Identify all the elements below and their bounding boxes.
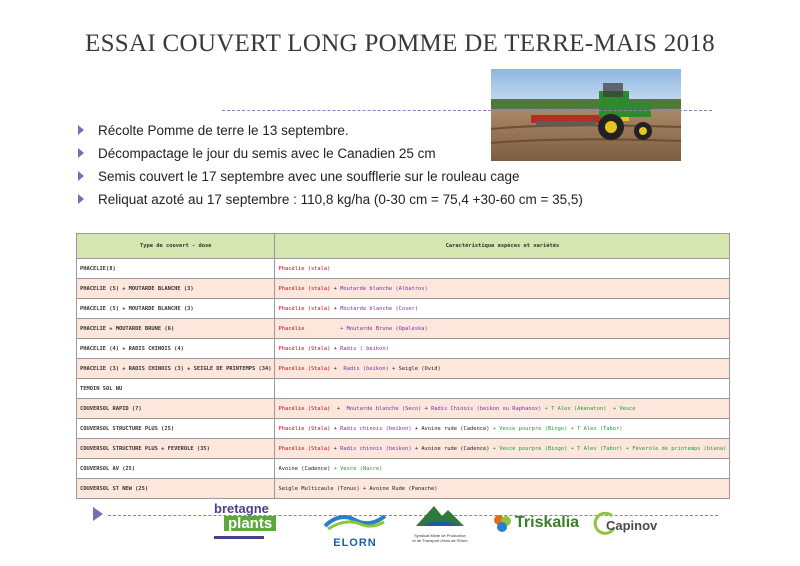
species-part: + Vesce pourpre (Bingo) (489, 445, 568, 452)
cell-cover-type: PHACELIE + MOUTARDE BRUNE (6) (77, 319, 275, 339)
cell-cover-type: PHACELIE (4) + RADIS CHINOIS (4) (77, 339, 275, 359)
table-row (77, 479, 730, 499)
species-part: + (330, 305, 341, 312)
cell-cover-type: TEMOIN SOL NU (77, 379, 275, 399)
species-part: Moutarde blanche (Seco) (346, 405, 422, 412)
species-part: Radis chinois (beikon) (340, 445, 412, 452)
cell-species (275, 319, 730, 339)
species-part: + Seigle (Ovid) (388, 365, 441, 372)
species-part: + (330, 425, 341, 432)
species-part: Phacélie (stala) (278, 305, 331, 312)
table-row (77, 399, 730, 419)
species-part: + Vesce (606, 405, 636, 412)
cell-species (275, 339, 730, 359)
species-part: Phacélie (Stala) (278, 345, 331, 352)
bullet-arrow-icon (78, 125, 84, 135)
cell-cover-type: COUVERSOL STRUCTURE PLUS + FEVEROLE (35) (77, 439, 275, 459)
cell-cover-type: COUVERSOL AV (25) (77, 459, 275, 479)
table-row (77, 299, 730, 319)
cell-species (275, 299, 730, 319)
table-row (77, 259, 730, 279)
species-part: Moutarde blanche (Cover) (340, 305, 419, 312)
species-part: + Vesce (Nacre) (330, 465, 383, 472)
syndicat-logo: Syndicat Mixte de Production et de Transport d'eau de l'Elorn (408, 502, 472, 546)
species-part: + Féverole de printemps (biana) (622, 445, 727, 452)
species-part: Radis ( beikon) (340, 345, 389, 352)
species-part: + Avoine Rude (Panache) (359, 485, 438, 492)
title-separator (222, 110, 712, 111)
triskalia-triskel-icon (491, 512, 513, 534)
elorn-logo: ELORN (320, 510, 390, 546)
species-part: + (421, 405, 432, 412)
species-part: + (330, 365, 344, 372)
species-part: Phacélie (Stala) (278, 425, 331, 432)
cell-species (275, 419, 730, 439)
next-slide-arrow-icon[interactable] (93, 507, 103, 521)
species-part: + Avoine rude (Cadence) (411, 425, 490, 432)
species-part: + (330, 285, 341, 292)
table-body (77, 259, 730, 499)
species-part: Radis (beikon) (343, 365, 389, 372)
species-part: + (330, 405, 347, 412)
species-part: + (330, 445, 341, 452)
species-part: + Avoine rude (Cadence) (411, 445, 490, 452)
table-row (77, 279, 730, 299)
bullet-item: Décompactage le jour du semis avec le Canadien 25 cm (78, 145, 583, 168)
elorn-wave-icon (320, 510, 390, 532)
header-type: Type de couvert - dose (77, 234, 275, 259)
species-part: Phacélie (stala) (278, 265, 331, 272)
cell-species (275, 459, 730, 479)
table-row (77, 339, 730, 359)
species-part: Radis chinois (beikon) (340, 425, 412, 432)
table-row (77, 319, 730, 339)
species-part: + Moutarde Brune (Opaleska) (304, 325, 428, 332)
species-part: + T Alex (Akenaton) (541, 405, 607, 412)
cell-species (275, 399, 730, 419)
page-title: ESSAI COUVERT LONG POMME DE TERRE-MAIS 2018 (85, 30, 715, 57)
cell-species (275, 279, 730, 299)
species-part: Phacélie (Stala) (278, 365, 331, 372)
species-part: + T Alex (Tabor) (567, 425, 623, 432)
bullet-item: Récolte Pomme de terre le 13 septembre. (78, 122, 583, 145)
species-part: Phacélie (Stala) (278, 445, 331, 452)
bullet-arrow-icon (78, 148, 84, 158)
cell-cover-type: COUVERSOL STRUCTURE PLUS (25) (77, 419, 275, 439)
cell-species (275, 379, 730, 399)
species-part: Avoine (Cadence) (278, 465, 331, 472)
species-part: + Vesce pourpre (Bingo) (489, 425, 568, 432)
bullet-arrow-icon (78, 171, 84, 181)
species-part: Seigle Multicaule (Tonus) (278, 485, 360, 492)
cell-cover-type: COUVERSOL ST NEW (25) (77, 479, 275, 499)
species-part: Phacélie (Stala) (278, 405, 331, 412)
cell-cover-type: PHACELIE (5) + MOUTARDE BLANCHE (3) (77, 279, 275, 299)
cell-cover-type: PHACELIE (5) + MOUTARDE BLANCHE (3) (77, 299, 275, 319)
bullet-arrow-icon (78, 194, 84, 204)
cell-species (275, 439, 730, 459)
cell-species (275, 359, 730, 379)
table-row (77, 379, 730, 399)
cell-species (275, 479, 730, 499)
species-part: Phacélie (stala) (278, 285, 331, 292)
capinov-logo: Capinov (592, 508, 652, 542)
triskalia-logo: Triskalia (491, 512, 581, 536)
bretagne-plants-logo: bretagne plants (214, 503, 294, 545)
cell-cover-type: PHACELIE(8) (77, 259, 275, 279)
species-part: + T Alex (Tabor) (567, 445, 623, 452)
species-part: Moutarde blanche (Albatros) (340, 285, 428, 292)
species-part: + (330, 345, 341, 352)
table-row (77, 439, 730, 459)
table-row (77, 459, 730, 479)
species-part: Radis Chinois (beikon ou Raphanox) (431, 405, 542, 412)
syndicat-mountain-icon (408, 502, 472, 528)
bullet-item: Reliquat azoté au 17 septembre : 110,8 kg/ha (0-30 cm = 75,4 +30-60 cm = 35,5) (78, 191, 583, 214)
header-characteristics: Caractéristique espèces et variétés (275, 234, 730, 259)
bullet-list (78, 122, 583, 214)
table-row (77, 359, 730, 379)
table-row (77, 419, 730, 439)
cover-crop-table (76, 233, 730, 499)
cell-species (275, 259, 730, 279)
cell-cover-type: COUVERSOL RAPID (7) (77, 399, 275, 419)
bullet-item: Semis couvert le 17 septembre avec une soufflerie sur le rouleau cage (78, 168, 583, 191)
species-part: Phacélie (278, 325, 305, 332)
table-header-row (77, 234, 730, 259)
cell-cover-type: PHACELIE (3) + RADIS CHINOIS (3) + SEIGLE DE PRINTEMPS (34) (77, 359, 275, 379)
